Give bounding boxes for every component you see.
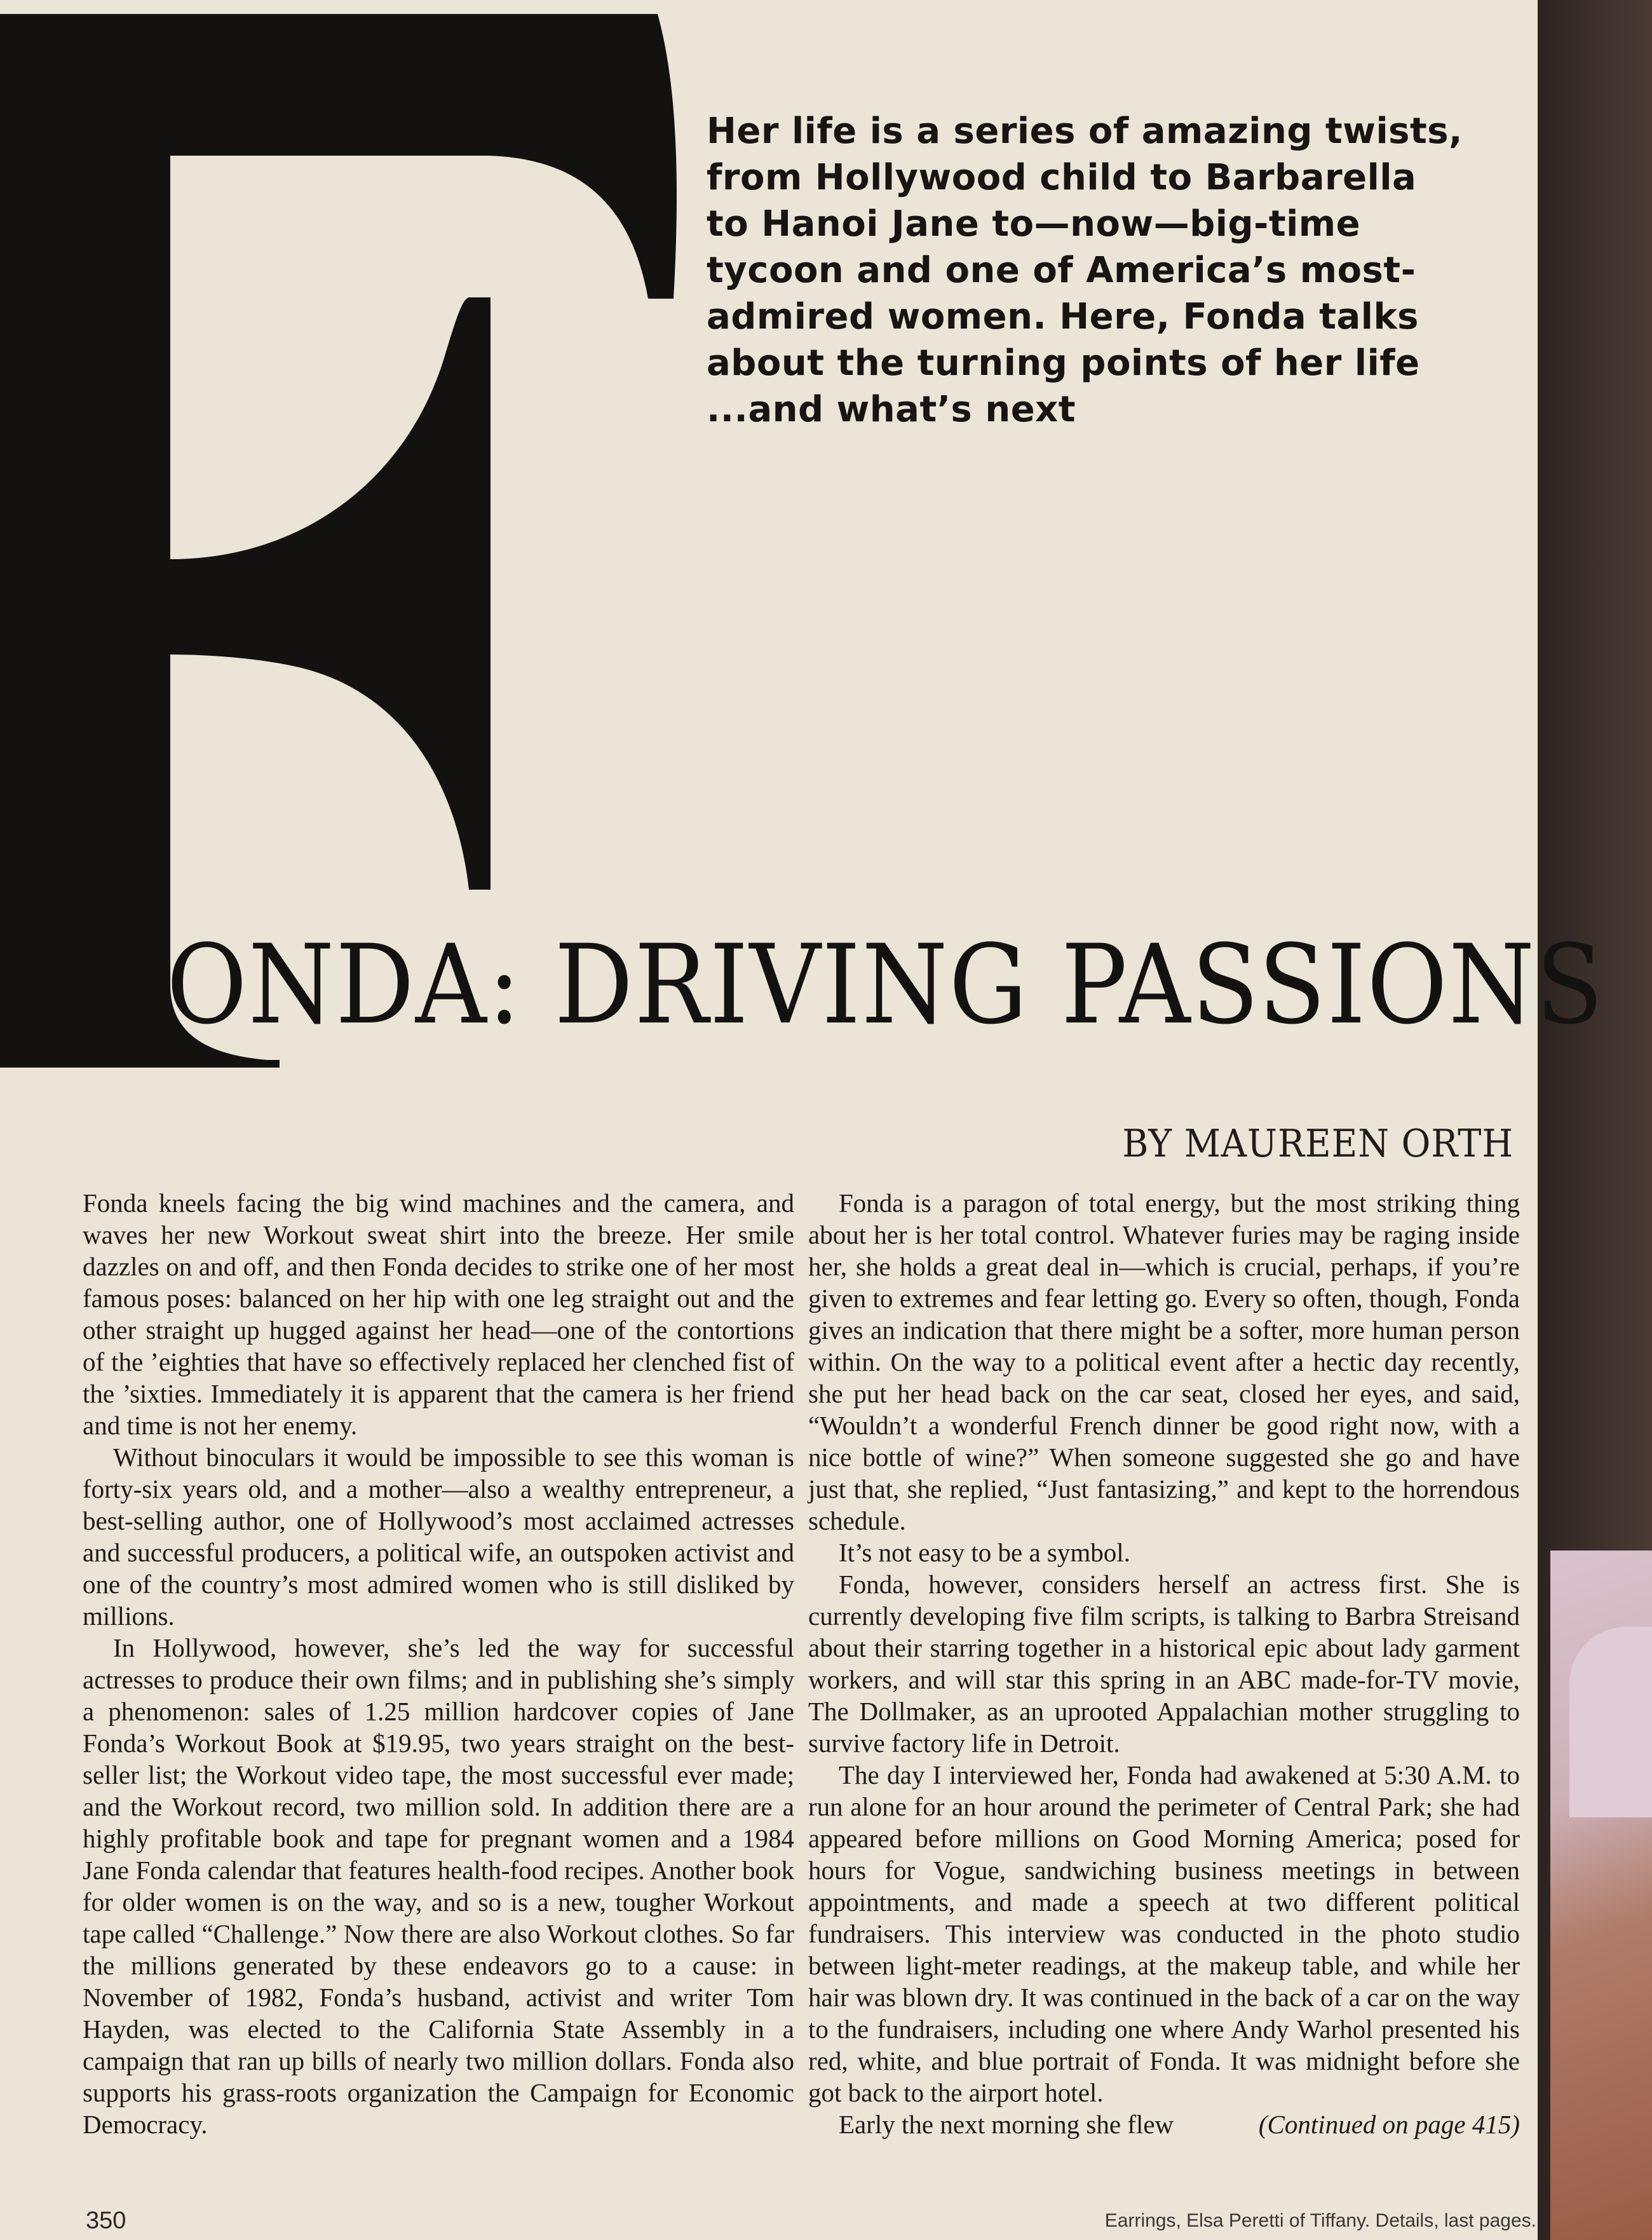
continued-on-page-note: (Continued on page 415) [1258, 2110, 1520, 2139]
body-column-left [83, 1187, 794, 2140]
article-byline: BY MAUREEN ORTH [1122, 1122, 1513, 1166]
body-column-right [808, 1187, 1520, 2140]
body-paragraph: Without binoculars it would be impossible to see this woman is forty-six years old, and a mother—also a wealthy entrepreneur, a best-selling author, one of Hollywood’s most acclaimed actresses and successful producers, a political wife, an outspoken activist and one of the country’s most admired women who is still disliked by millions. [83, 1442, 794, 1631]
deck-line: ...and what’s next [707, 389, 1076, 430]
deck-line: admired women. Here, Fonda talks [707, 296, 1419, 337]
page-number: 350 [86, 2207, 126, 2234]
body-paragraph: The day I interviewed her, Fonda had awakened at 5:30 A.M. to run alone for an hour around the perimeter of Central Park; she had appeared before millions on Good Morning America; posed for hours for Vogue, sandwiching business meetings in between appointments, and made a speech at two different political fundraisers. This interview was conducted in the photo studio between light-meter readings, at the makeup table, and while her hair was blown dry. It was continued in the back of a car on the way to the fundraisers, including one where Andy Warhol presented his red, white, and blue portrait of Fonda. It was midnight before she got back to the airport hotel. [808, 1760, 1520, 2107]
body-paragraph: It’s not easy to be a symbol. [839, 1538, 1130, 1567]
deck-line: Her life is a series of amazing twists, [707, 111, 1463, 152]
article-headline: ONDA: DRIVING PASSIONS [166, 921, 1604, 1049]
deck-line: tycoon and one of America’s most- [707, 250, 1416, 291]
body-paragraph: In Hollywood, however, she’s led the way for successful actresses to produce their own films; and in publishing she’s simply a phenomenon: sales of 1.25 million hardcover copies of Jane Fonda’s Workout Book at $19.95, two years straight on the best-seller list; the Workout video tape, the most successful ever made; and the Workout record, two million sold. In addition there are a highly profitable book and tape for pregnant women and a 1984 Jane Fonda calendar that features health-food recipes. Another book for older women is on the way, and so is a new, tougher Workout tape called “Challenge.” Now there are also Workout clothes. So far the millions generated by these endeavors go to a cause: in November of 1982, Fonda’s husband, activist and writer Tom Hayden, was elected to the California State Assembly in a campaign that ran up bills of nearly two million dollars. Fonda also supports his grass-roots organization the Campaign for Economic Democracy. [83, 1633, 794, 2139]
body-paragraph: Fonda, however, considers herself an actress first. She is currently developing five film scripts, is talking to Barbra Streisand about their starring together in a historical epic about lady garment workers, and will star this spring in an ABC made-for-TV movie, The Dollmaker, as an uprooted Appalachian mother struggling to survive factory life in Detroit. [808, 1570, 1520, 1758]
article-deck [707, 108, 1526, 433]
body-paragraph: Fonda is a paragon of total energy, but the most striking thing about her is her total control. Whatever furies may be raging inside her, she holds a great deal in—which is crucial, perhaps, if you’re given to extremes and fear letting go. Every so often, though, Fonda gives an indication that there might be a softer, more human person within. On the way to a political event after a hectic day recently, she put her head back on the car seat, closed her eyes, and said, “Wouldn’t a wonderful French dinner be good right now, with a nice bottle of wine?” When someone suggested she go and have just that, she replied, “Just fantasizing,” and kept to the horrendous schedule. [808, 1188, 1520, 1535]
deck-line: about the turning points of her life [707, 343, 1420, 384]
deck-line: from Hollywood child to Barbarella [707, 157, 1417, 198]
deck-line: to Hanoi Jane to—now—big-time [707, 203, 1361, 245]
body-paragraph-final [808, 2108, 1520, 2140]
photo-credit: Earrings, Elsa Peretti of Tiffany. Details, last pages. [1104, 2210, 1536, 2231]
adjacent-photo-sleeve [1569, 1627, 1652, 1817]
final-line-text: Early the next morning she flew [839, 2110, 1174, 2139]
body-paragraph: Fonda kneels facing the big wind machines and the camera, and waves her new Workout sweat shirt into the breeze. Her smile dazzles on and off, and then Fonda decides to strike one of her most famous poses: balanced on her hip with one leg straight out and the other straight up hugged against her head—one of the contortions of the ’eighties that have so effectively replaced her clenched fist of the ’sixties. Immediately it is apparent that the camera is her friend and time is not her enemy. [83, 1188, 794, 1440]
